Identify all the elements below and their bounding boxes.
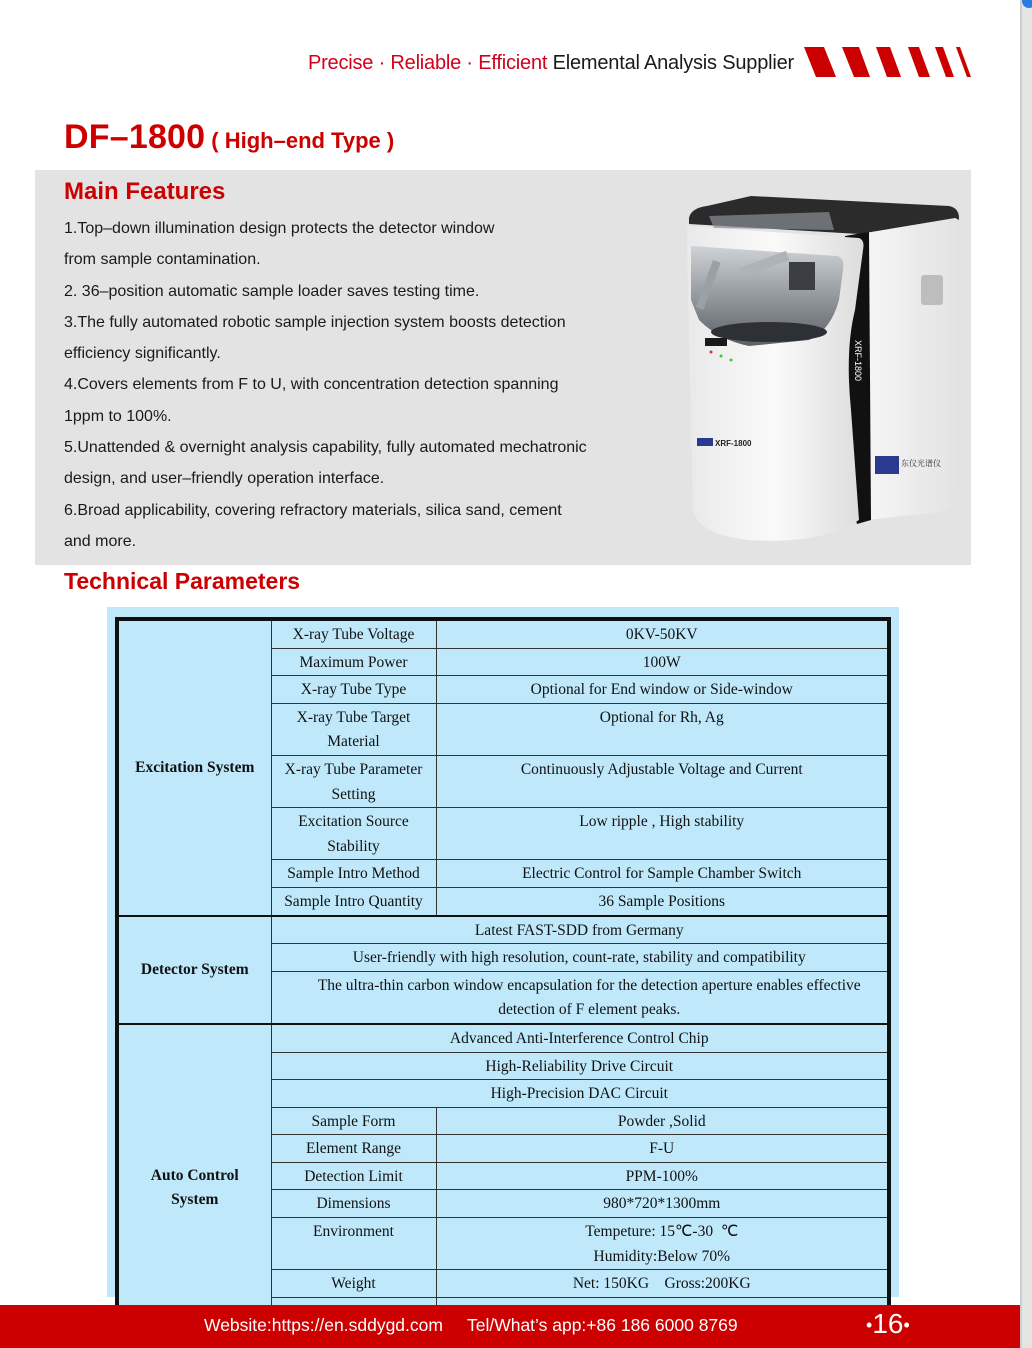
main-features-heading: Main Features bbox=[64, 178, 226, 205]
technical-parameters-heading: Technical Parameters bbox=[64, 568, 301, 594]
param-value: 980*720*1300mm bbox=[436, 1190, 889, 1218]
param-label: Environment bbox=[271, 1218, 436, 1270]
param-value: Optional for End window or Side-window bbox=[436, 676, 889, 704]
param-value: Latest FAST-SDD from Germany bbox=[271, 916, 889, 944]
feature-line: efficiency significantly. bbox=[64, 345, 221, 363]
footer-website: Website:https://en.sddygd.com bbox=[204, 1315, 443, 1335]
param-label: Dimensions bbox=[271, 1190, 436, 1218]
page-number-value: 16 bbox=[872, 1308, 904, 1339]
param-label: Maximum Power bbox=[271, 648, 436, 676]
param-value: Advanced Anti-Interference Control Chip bbox=[271, 1024, 889, 1052]
param-label: Sample Intro Quantity bbox=[271, 887, 436, 915]
main-features-panel bbox=[35, 170, 971, 565]
technical-parameters-table bbox=[115, 617, 891, 1348]
footer-contact bbox=[204, 1315, 738, 1336]
param-label: X-ray Tube Voltage bbox=[271, 619, 436, 648]
bullet-icon: • bbox=[903, 1315, 910, 1336]
bullet-icon: • bbox=[866, 1315, 873, 1336]
param-value: High-Reliability Drive Circuit bbox=[271, 1052, 889, 1080]
tagline-slogan: Precise · Reliable · Efficient bbox=[307, 52, 548, 74]
param-value: User-friendly with high resolution, count-rate, stability and compatibility bbox=[271, 944, 889, 972]
param-value: Powder ,Solid bbox=[436, 1107, 889, 1135]
table-row bbox=[117, 916, 889, 944]
feature-line: 4.Covers elements from F to U, with concentration detection spanning bbox=[64, 376, 559, 394]
product-title bbox=[64, 118, 394, 157]
group-detector-system: Detector System bbox=[117, 916, 271, 1024]
param-value: The ultra-thin carbon window encapsulation for the detection aperture enables effective detection of F element peaks. bbox=[271, 971, 889, 1024]
param-label: Excitation Source Stability bbox=[271, 808, 436, 860]
param-label: X-ray Tube Type bbox=[271, 676, 436, 704]
product-type: ( High–end Type ) bbox=[211, 128, 395, 153]
feature-line: 1ppm to 100%. bbox=[64, 407, 172, 425]
param-value: Continuously Adjustable Voltage and Current bbox=[436, 755, 889, 807]
svg-text:XRF-1800: XRF-1800 bbox=[853, 340, 863, 382]
param-value: Optional for Rh, Ag bbox=[436, 703, 889, 755]
footer-phone: Tel/What’s app:+86 186 6000 8769 bbox=[466, 1315, 738, 1335]
param-label: Weight bbox=[271, 1270, 436, 1298]
features-list bbox=[64, 213, 654, 557]
decorative-stripes-icon bbox=[804, 47, 984, 77]
feature-line: from sample contamination. bbox=[64, 251, 261, 269]
feature-line: 2. 36–position automatic sample loader saves testing time. bbox=[64, 282, 480, 300]
param-value: PPM-100% bbox=[436, 1162, 889, 1190]
feature-line: 5.Unattended & overnight analysis capability, fully automated mechatronic bbox=[64, 439, 587, 457]
param-label: Element Range bbox=[271, 1135, 436, 1163]
feature-line: 6.Broad applicability, covering refractory materials, silica sand, cement bbox=[64, 501, 562, 519]
environment-temperature: Tempeture: 15℃-30 ℃ bbox=[585, 1223, 739, 1241]
param-value: 0KV-50KV bbox=[436, 619, 889, 648]
feature-line: and more. bbox=[64, 532, 137, 550]
feature-line: 3.The fully automated robotic sample injection system boosts detection bbox=[64, 313, 566, 331]
param-label: X-ray Tube Parameter Setting bbox=[271, 755, 436, 807]
environment-humidity: Humidity:Below 70% bbox=[593, 1247, 730, 1265]
param-label: Sample Form bbox=[271, 1107, 436, 1135]
svg-text:东仪光谱仪: 东仪光谱仪 bbox=[901, 459, 941, 468]
header-tagline bbox=[308, 52, 794, 75]
feature-line: 1.Top–down illumination design protects the detector window bbox=[64, 220, 495, 237]
param-label: Sample Intro Method bbox=[271, 860, 436, 888]
param-label: X-ray Tube Target Material bbox=[271, 703, 436, 755]
group-auto-control-system: Auto Control System bbox=[117, 1024, 271, 1348]
page-footer bbox=[0, 1305, 1020, 1348]
param-value: Net: 150KG Gross:200KG bbox=[436, 1270, 889, 1298]
page-number bbox=[866, 1308, 910, 1340]
param-value: High-Precision DAC Circuit bbox=[271, 1080, 889, 1108]
param-value: 100W bbox=[436, 648, 889, 676]
group-excitation-system: Excitation System bbox=[117, 619, 271, 916]
vertical-scrollbar[interactable] bbox=[1020, 0, 1032, 1348]
product-model: DF–1800 bbox=[64, 118, 206, 156]
table-row bbox=[117, 1024, 889, 1052]
param-value bbox=[436, 1218, 889, 1270]
param-value: F-U bbox=[436, 1135, 889, 1163]
param-value: Electric Control for Sample Chamber Switch bbox=[436, 860, 889, 888]
table-row bbox=[117, 619, 889, 648]
tagline-supplier: Elemental Analysis Supplier bbox=[552, 52, 794, 74]
svg-text:XRF-1800: XRF-1800 bbox=[715, 439, 752, 448]
param-value: 36 Sample Positions bbox=[436, 887, 889, 915]
param-value: Low ripple , High stability bbox=[436, 808, 889, 860]
param-label: Detection Limit bbox=[271, 1162, 436, 1190]
feature-line: design, and user–friendly operation interface. bbox=[64, 470, 385, 488]
xrf-instrument-image bbox=[659, 190, 979, 560]
